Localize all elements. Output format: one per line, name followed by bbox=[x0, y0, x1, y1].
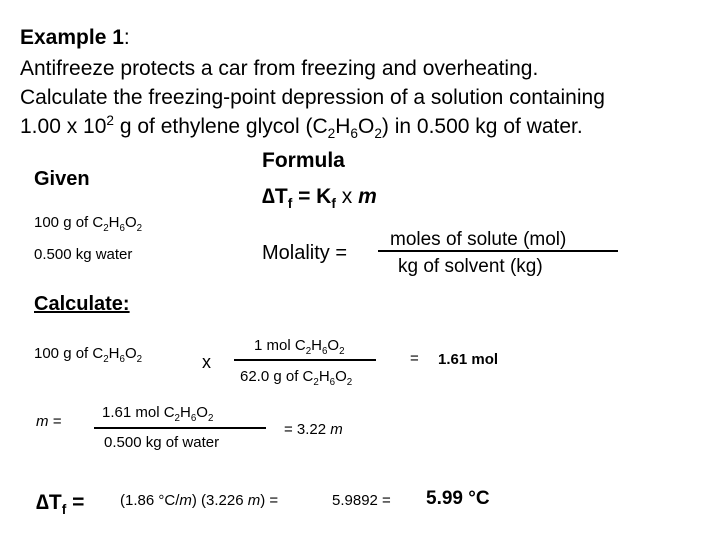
molality-calc-fraction-bar bbox=[94, 427, 266, 429]
intro-line-3: 1.00 x $10^2$ g of ethylene glycol $(C_2H_6O_2)$ in 0.500 kg of water. bbox=[20, 113, 583, 142]
example-colon: : bbox=[123, 26, 130, 49]
molality-calc-label: m = bbox=[36, 413, 62, 430]
final-raw-value: 5.9892 = bbox=[332, 492, 391, 509]
conv-numerator: 1 mol $C_2H_6O_2$ bbox=[254, 337, 345, 357]
intro-line-1: Antifreeze protects a car from freezing and overheating. bbox=[20, 57, 539, 80]
given-mass: 100 g of $C_2H_6O_2$ bbox=[34, 214, 143, 234]
conv-denominator: 62.0 g of $C_2H_6O_2$ bbox=[240, 368, 353, 388]
molality-label: Molality = bbox=[262, 242, 348, 264]
calculate-title: Calculate: bbox=[34, 293, 130, 315]
molality-numerator: moles of solute (mol) bbox=[390, 229, 567, 250]
intro-line-2: Calculate the freezing-point depression of a solution containing bbox=[20, 86, 605, 109]
final-answer: 5.99 °C bbox=[426, 488, 490, 509]
given-title: Given bbox=[34, 168, 90, 190]
molality-denominator: kg of solvent (kg) bbox=[398, 256, 543, 277]
calc-start-mass: 100 g of $C_2H_6O_2$ bbox=[34, 345, 143, 365]
given-water: 0.500 kg water bbox=[34, 246, 133, 263]
moles-result: 1.61 mol bbox=[438, 351, 499, 368]
calc-times: x bbox=[202, 352, 211, 372]
molality-calc-denominator: 0.500 kg of water bbox=[104, 434, 220, 451]
molality-calc-numerator: 1.61 mol $C_2H_6O_2$ bbox=[102, 404, 214, 424]
final-expression: (1.86 °C/m) (3.226 m) = bbox=[120, 492, 279, 509]
conv-fraction-bar bbox=[234, 359, 376, 361]
example-heading bbox=[20, 26, 130, 50]
final-delta-tf: $\Delta T_f$ = bbox=[36, 491, 85, 518]
example-label: Example 1 bbox=[20, 26, 124, 49]
molality-fraction-bar bbox=[378, 250, 618, 252]
formula-title: Formula bbox=[262, 149, 345, 172]
formula-delta-tf: $\Delta T_f = K_f$ x m bbox=[262, 185, 377, 212]
moles-equals: = bbox=[410, 350, 419, 367]
molality-calc-result: = 3.22 m bbox=[284, 421, 343, 438]
